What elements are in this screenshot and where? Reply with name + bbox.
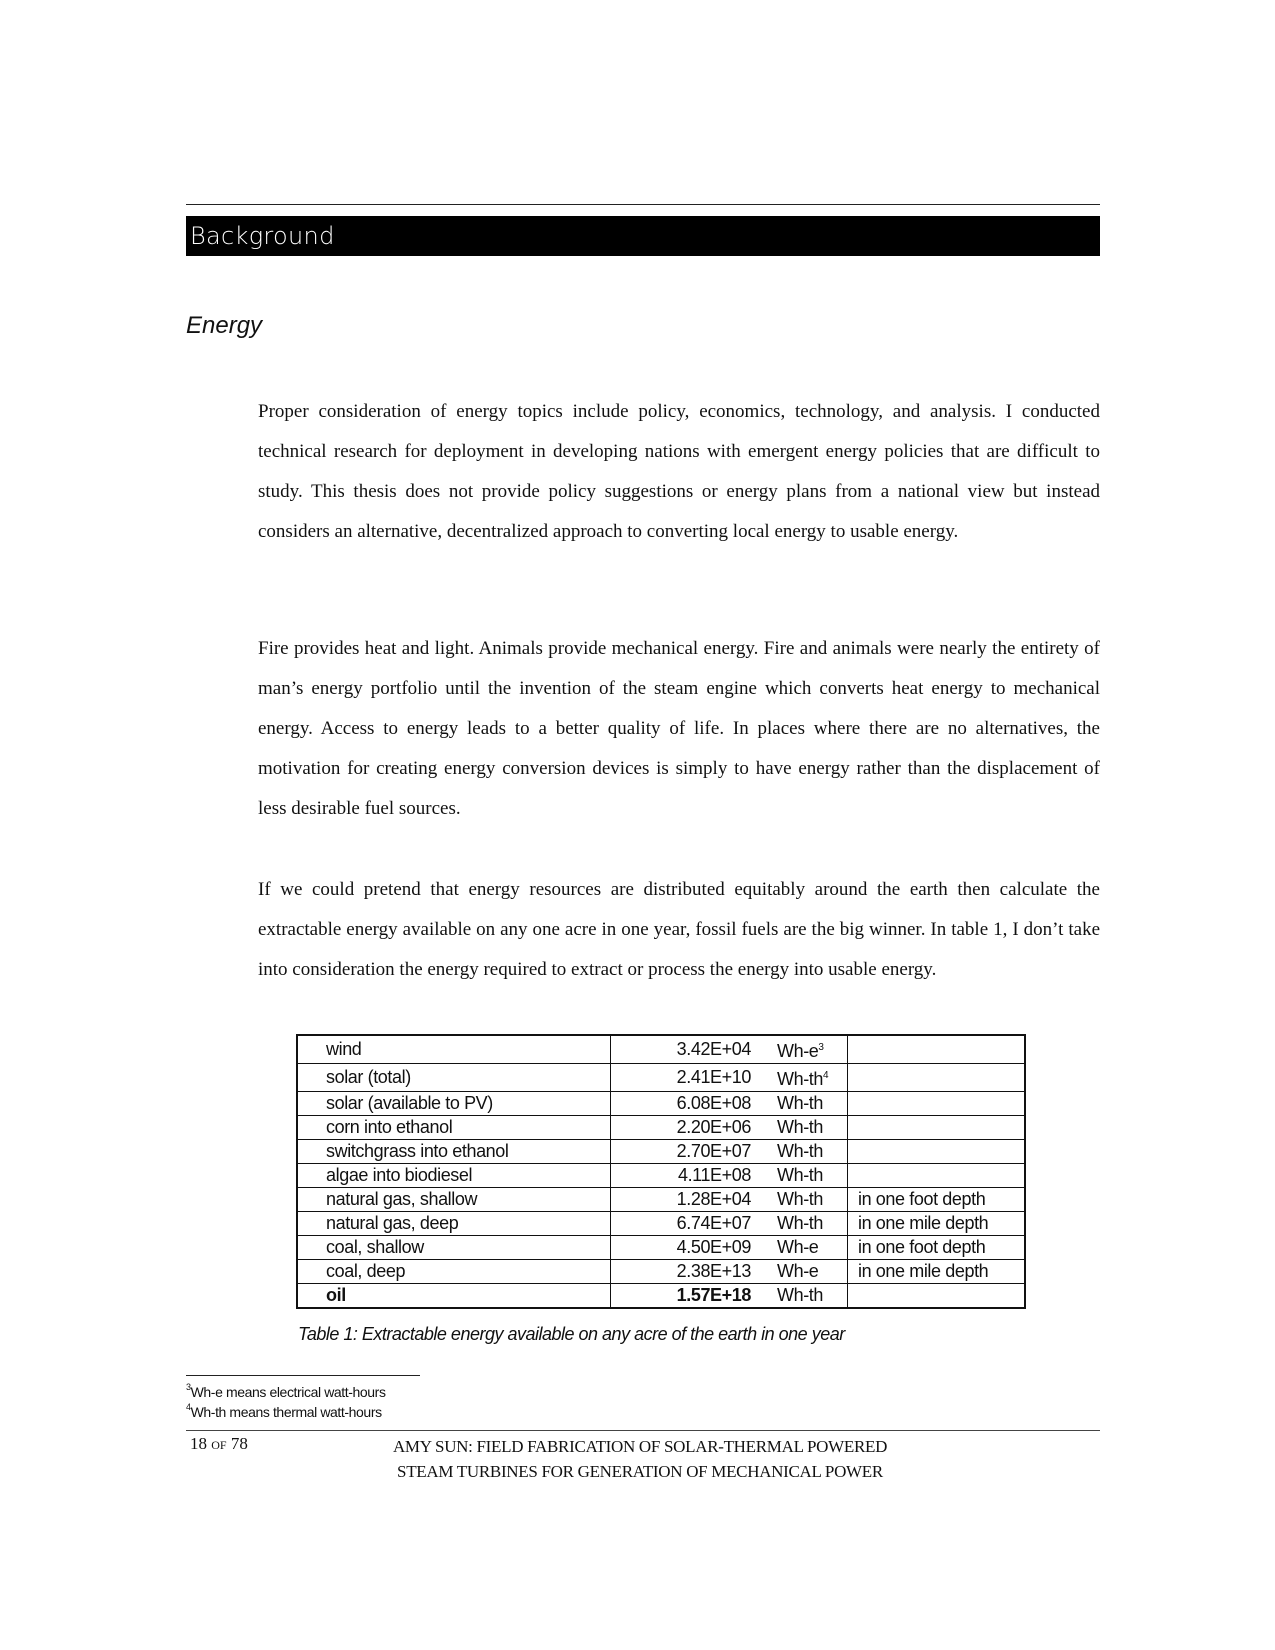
source-cell-text: switchgrass into ethanol <box>326 1141 509 1161</box>
source-cell <box>297 1064 611 1092</box>
note-cell <box>848 1092 1026 1116</box>
unit-cell-text: Wh-th <box>777 1165 824 1185</box>
body-paragraph: Fire provides heat and light. Animals provide mechanical energy. Fire and animals were nearly the entirety of man’s energy portfolio until the invention of the steam engine which converts heat energy to mechanical energy. Access to energy leads to a better quality of life. In places where there are no alternatives, the motivation for creating energy conversion devices is simply to have energy rather than the displacement of less desirable fuel sources. <box>258 638 1100 819</box>
footnote <box>186 1384 386 1400</box>
table-row <box>297 1140 1025 1164</box>
value-cell <box>611 1116 762 1140</box>
source-cell <box>297 1260 611 1284</box>
source-cell-text: natural gas, shallow <box>326 1189 478 1209</box>
running-footer-line: STEAM TURBINES FOR GENERATION OF MECHANICAL POWER <box>397 1462 883 1481</box>
value-cell <box>611 1236 762 1260</box>
unit-cell-text: Wh-th <box>777 1069 824 1089</box>
table-row <box>297 1284 1025 1309</box>
table-caption: Table 1: Extractable energy available on any acre of the earth in one year <box>298 1324 845 1344</box>
value-cell-text: 4.11E+08 <box>677 1165 751 1185</box>
value-cell <box>611 1188 762 1212</box>
table-row <box>297 1116 1025 1140</box>
running-footer-line: AMY SUN: FIELD FABRICATION OF SOLAR-THERMAL POWERED <box>392 1437 888 1456</box>
value-cell-text: 6.08E+08 <box>676 1093 751 1113</box>
value-cell-text: 6.74E+07 <box>676 1213 751 1233</box>
note-cell <box>848 1212 1026 1236</box>
unit-cell <box>761 1236 848 1260</box>
unit-cell-text: Wh-th <box>777 1093 824 1113</box>
footnote-text: Wh-e means electrical watt-hours <box>190 1384 386 1400</box>
page-current: 18 <box>190 1434 207 1453</box>
source-cell-text: oil <box>326 1285 346 1305</box>
footnote-rule <box>186 1375 420 1376</box>
source-cell <box>297 1140 611 1164</box>
note-cell-text: in one mile depth <box>858 1213 989 1233</box>
source-cell-text: coal, shallow <box>326 1237 424 1257</box>
note-cell <box>848 1236 1026 1260</box>
source-cell-text: solar (total) <box>326 1067 411 1087</box>
page-total: 78 <box>230 1434 248 1453</box>
value-cell <box>611 1092 762 1116</box>
unit-cell-text: Wh-th <box>777 1117 824 1137</box>
source-cell <box>297 1116 611 1140</box>
unit-cell <box>761 1284 848 1309</box>
footnote-ref: 3 <box>818 1042 824 1053</box>
unit-cell <box>761 1188 848 1212</box>
source-cell-text: coal, deep <box>326 1261 406 1281</box>
value-cell-text: 3.42E+04 <box>676 1039 751 1059</box>
source-cell-text: corn into ethanol <box>326 1117 453 1137</box>
page-of-label: OF <box>211 1438 227 1452</box>
unit-cell <box>761 1064 848 1092</box>
note-cell <box>848 1260 1026 1284</box>
source-cell <box>297 1188 611 1212</box>
unit-cell-text: Wh-e <box>777 1261 819 1281</box>
footer-rule <box>186 1430 1100 1431</box>
unit-cell-text: Wh-th <box>777 1213 824 1233</box>
value-cell <box>611 1035 762 1064</box>
value-cell <box>611 1260 762 1284</box>
body-paragraph: If we could pretend that energy resources are distributed equitably around the earth then calculate the extractable energy available on any one acre in one year, fossil fuels are the big winner. In table 1, I don’t take into consideration the energy required to extract or process the energy into usable energy. <box>258 879 1100 980</box>
footnote-mark: 4 <box>186 1402 191 1412</box>
note-cell-text: in one foot depth <box>858 1237 986 1257</box>
table-row <box>297 1260 1025 1284</box>
unit-cell <box>761 1035 848 1064</box>
energy-table <box>296 1034 1026 1309</box>
footnote-ref: 4 <box>823 1070 829 1081</box>
source-cell-text: solar (available to PV) <box>326 1093 493 1113</box>
value-cell-text: 2.38E+13 <box>676 1261 751 1281</box>
footnote <box>186 1404 382 1420</box>
note-cell <box>848 1188 1026 1212</box>
source-cell <box>297 1284 611 1309</box>
value-cell-text: 1.28E+04 <box>676 1189 751 1209</box>
body-paragraph: Proper consideration of energy topics include policy, economics, technology, and analysis. I conducted technical research for deployment in developing nations with emergent energy policies that are difficult to study. This thesis does not provide policy suggestions or energy plans from a national view but instead considers an alternative, decentralized approach to converting local energy to usable energy. <box>258 401 1100 542</box>
table-row <box>297 1188 1025 1212</box>
value-cell <box>611 1164 762 1188</box>
note-cell <box>848 1284 1026 1309</box>
value-cell-text: 2.20E+06 <box>676 1117 751 1137</box>
value-cell-text: 1.57E+18 <box>676 1285 751 1305</box>
unit-cell <box>761 1164 848 1188</box>
note-cell <box>848 1140 1026 1164</box>
source-cell-text: natural gas, deep <box>326 1213 459 1233</box>
unit-cell-text: Wh-th <box>777 1189 824 1209</box>
unit-cell <box>761 1116 848 1140</box>
subsection-heading: Energy <box>186 312 263 339</box>
source-cell-text: algae into biodiesel <box>326 1165 473 1185</box>
note-cell <box>848 1035 1026 1064</box>
unit-cell <box>761 1212 848 1236</box>
note-cell-text: in one foot depth <box>858 1189 986 1209</box>
unit-cell <box>761 1260 848 1284</box>
unit-cell <box>761 1140 848 1164</box>
header-rule <box>186 204 1100 205</box>
source-cell <box>297 1236 611 1260</box>
note-cell-text: in one mile depth <box>858 1261 989 1281</box>
source-cell <box>297 1212 611 1236</box>
section-heading: Background <box>186 216 1100 256</box>
unit-cell <box>761 1092 848 1116</box>
note-cell <box>848 1164 1026 1188</box>
footnote-mark: 3 <box>186 1382 191 1392</box>
source-cell <box>297 1092 611 1116</box>
value-cell-text: 2.70E+07 <box>676 1141 751 1161</box>
source-cell-text: wind <box>326 1039 362 1059</box>
note-cell <box>848 1064 1026 1092</box>
table-row <box>297 1164 1025 1188</box>
value-cell <box>611 1212 762 1236</box>
unit-cell-text: Wh-th <box>777 1141 824 1161</box>
value-cell <box>611 1284 762 1309</box>
table-row <box>297 1035 1025 1064</box>
value-cell <box>611 1140 762 1164</box>
table-row <box>297 1092 1025 1116</box>
running-footer <box>340 1434 940 1484</box>
value-cell-text: 4.50E+09 <box>676 1237 751 1257</box>
unit-cell-text: Wh-th <box>777 1285 824 1305</box>
page-number <box>190 1434 248 1454</box>
source-cell <box>297 1035 611 1064</box>
table-row <box>297 1236 1025 1260</box>
table-row <box>297 1212 1025 1236</box>
value-cell <box>611 1064 762 1092</box>
value-cell-text: 2.41E+10 <box>676 1067 751 1087</box>
unit-cell-text: Wh-e <box>777 1041 819 1061</box>
note-cell <box>848 1116 1026 1140</box>
unit-cell-text: Wh-e <box>777 1237 819 1257</box>
table-row <box>297 1064 1025 1092</box>
footnote-text: Wh-th means thermal watt-hours <box>190 1404 382 1420</box>
source-cell <box>297 1164 611 1188</box>
